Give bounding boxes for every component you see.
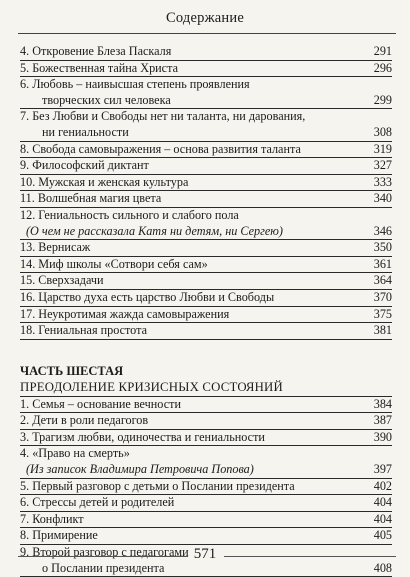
toc-entry-line: 6. Стрессы детей и родителей bbox=[20, 495, 175, 510]
toc-entry bbox=[20, 109, 392, 141]
toc-entry bbox=[20, 446, 392, 478]
toc-entry bbox=[20, 61, 392, 78]
toc-entry-page: 364 bbox=[373, 273, 392, 288]
toc-entry-title bbox=[20, 175, 392, 191]
toc-entry bbox=[20, 528, 392, 545]
toc-entry-page: 350 bbox=[373, 240, 392, 255]
toc-entry-subtitle: (О чем не рассказала Катя ни детям, ни Сергею) bbox=[26, 223, 283, 238]
toc-entry-page: 370 bbox=[373, 289, 392, 304]
toc-entry-page: 308 bbox=[373, 124, 392, 139]
toc-entry-title bbox=[20, 479, 392, 495]
toc-entry-title bbox=[20, 323, 392, 339]
toc-entry bbox=[20, 142, 392, 159]
table-of-contents bbox=[20, 44, 392, 577]
toc-entry-line: 4. «Право на смерть» bbox=[20, 446, 130, 461]
toc-entry-page: 384 bbox=[373, 396, 392, 411]
toc-entry bbox=[20, 290, 392, 307]
toc-entry-line: 15. Сверхзадачи bbox=[20, 273, 104, 288]
toc-entry-page: 319 bbox=[373, 141, 392, 156]
toc-entry-title bbox=[20, 446, 392, 477]
toc-entry-page: 361 bbox=[373, 256, 392, 271]
toc-entry-page: 387 bbox=[373, 413, 392, 428]
toc-entry-title bbox=[20, 397, 392, 413]
toc-entry-title bbox=[20, 430, 392, 446]
toc-entry-line: 6. Любовь – наивысшая степень проявления bbox=[20, 77, 250, 92]
toc-entry-line: 5. Первый разговор с детьми о Послании президента bbox=[20, 478, 295, 493]
toc-entry-line: 14. Миф школы «Сотвори себя сам» bbox=[20, 256, 208, 271]
part-title: ЧАСТЬ ШЕСТАЯ bbox=[20, 363, 124, 378]
toc-entry bbox=[20, 77, 392, 109]
toc-entry-line: 8. Примирение bbox=[20, 528, 98, 543]
toc-entry-page: 346 bbox=[373, 223, 392, 238]
toc-entry-title bbox=[20, 273, 392, 289]
toc-entry-line: 11. Волшебная магия цвета bbox=[20, 191, 162, 206]
header-divider bbox=[18, 33, 396, 34]
toc-entry-title bbox=[20, 61, 392, 77]
toc-entry-line: 1. Семья – основание вечности bbox=[20, 396, 181, 411]
toc-entry-line: 10. Мужская и женская культура bbox=[20, 174, 189, 189]
toc-entry-subtitle: (Из записок Владимира Петровича Попова) bbox=[26, 462, 254, 477]
toc-entry-page: 296 bbox=[373, 60, 392, 75]
toc-entry-line: 4. Откровение Блеза Паскаля bbox=[20, 44, 172, 58]
footer-divider-right bbox=[224, 556, 396, 557]
toc-entry-page: 408 bbox=[373, 560, 392, 575]
toc-entry-page: 404 bbox=[373, 495, 392, 510]
toc-entry-page: 402 bbox=[373, 478, 392, 493]
toc-entry bbox=[20, 257, 392, 274]
toc-entry bbox=[20, 413, 392, 430]
toc-entry-page: 405 bbox=[373, 528, 392, 543]
toc-entry-page: 333 bbox=[373, 174, 392, 189]
part-subtitle: ПРЕОДОЛЕНИЕ КРИЗИСНЫХ СОСТОЯНИЙ bbox=[20, 379, 392, 397]
toc-entry bbox=[20, 158, 392, 175]
toc-entry bbox=[20, 44, 392, 61]
toc-entry-title bbox=[20, 257, 392, 273]
toc-entry-title bbox=[20, 307, 392, 323]
toc-entry-page: 375 bbox=[373, 306, 392, 321]
toc-entry-line: 7. Без Любви и Свободы нет ни таланта, ни дарования, bbox=[20, 109, 306, 124]
toc-entry-line: 16. Царство духа есть царство Любви и Свободы bbox=[20, 289, 275, 304]
toc-entry-line: о Послании президента bbox=[42, 560, 165, 575]
toc-entry-line: 7. Конфликт bbox=[20, 511, 84, 526]
toc-entry-title bbox=[20, 77, 392, 108]
toc-part5-list bbox=[20, 44, 392, 340]
toc-entry-line: творческих сил человека bbox=[42, 92, 171, 107]
toc-entry bbox=[20, 240, 392, 257]
toc-entry-line: 3. Трагизм любви, одиночества и гениальности bbox=[20, 429, 265, 444]
toc-entry-line: 12. Гениальность сильного и слабого пола bbox=[20, 207, 239, 222]
toc-entry-line: 9. Философский диктант bbox=[20, 158, 149, 173]
toc-entry-title bbox=[20, 290, 392, 306]
toc-entry bbox=[20, 175, 392, 192]
toc-entry-title bbox=[20, 44, 392, 60]
toc-entry-line: 2. Дети в роли педагогов bbox=[20, 413, 149, 428]
toc-entry-page: 340 bbox=[373, 191, 392, 206]
toc-entry bbox=[20, 191, 392, 208]
toc-entry-page: 299 bbox=[373, 92, 392, 107]
toc-entry-title bbox=[20, 109, 392, 140]
toc-entry-line: 13. Вернисаж bbox=[20, 240, 91, 255]
toc-entry-title bbox=[20, 495, 392, 511]
toc-entry-title bbox=[20, 413, 392, 429]
toc-entry-title bbox=[20, 240, 392, 256]
toc-entry-title bbox=[20, 158, 392, 174]
toc-entry bbox=[20, 307, 392, 324]
toc-entry bbox=[20, 430, 392, 447]
toc-entry bbox=[20, 397, 392, 414]
toc-entry-line: 5. Божественная тайна Христа bbox=[20, 60, 178, 75]
toc-entry bbox=[20, 273, 392, 290]
toc-entry-page: 327 bbox=[373, 158, 392, 173]
toc-entry-line: 17. Неукротимая жажда самовыражения bbox=[20, 306, 230, 321]
toc-entry-line: ни гениальности bbox=[42, 124, 129, 139]
toc-entry-page: 404 bbox=[373, 511, 392, 526]
toc-entry bbox=[20, 323, 392, 340]
toc-entry bbox=[20, 479, 392, 496]
toc-entry-title bbox=[20, 512, 392, 528]
toc-entry bbox=[20, 208, 392, 240]
toc-entry-page: 397 bbox=[373, 462, 392, 477]
toc-entry-title bbox=[20, 208, 392, 239]
toc-entry-page: 390 bbox=[373, 429, 392, 444]
toc-entry bbox=[20, 512, 392, 529]
page-header-title: Содержание bbox=[166, 10, 244, 26]
toc-entry-title bbox=[20, 528, 392, 544]
toc-entry-line: 8. Свобода самовыражения – основа развития таланта bbox=[20, 141, 301, 156]
toc-entry-line: 9. Второй разговор с педагогами bbox=[20, 545, 189, 560]
toc-entry-line: 18. Гениальная простота bbox=[20, 323, 147, 338]
toc-entry-page: 291 bbox=[373, 44, 392, 58]
toc-entry-title bbox=[20, 142, 392, 158]
page-number: 571 bbox=[193, 546, 217, 562]
toc-entry bbox=[20, 495, 392, 512]
toc-entry-title bbox=[20, 191, 392, 207]
toc-entry-page: 381 bbox=[373, 323, 392, 338]
